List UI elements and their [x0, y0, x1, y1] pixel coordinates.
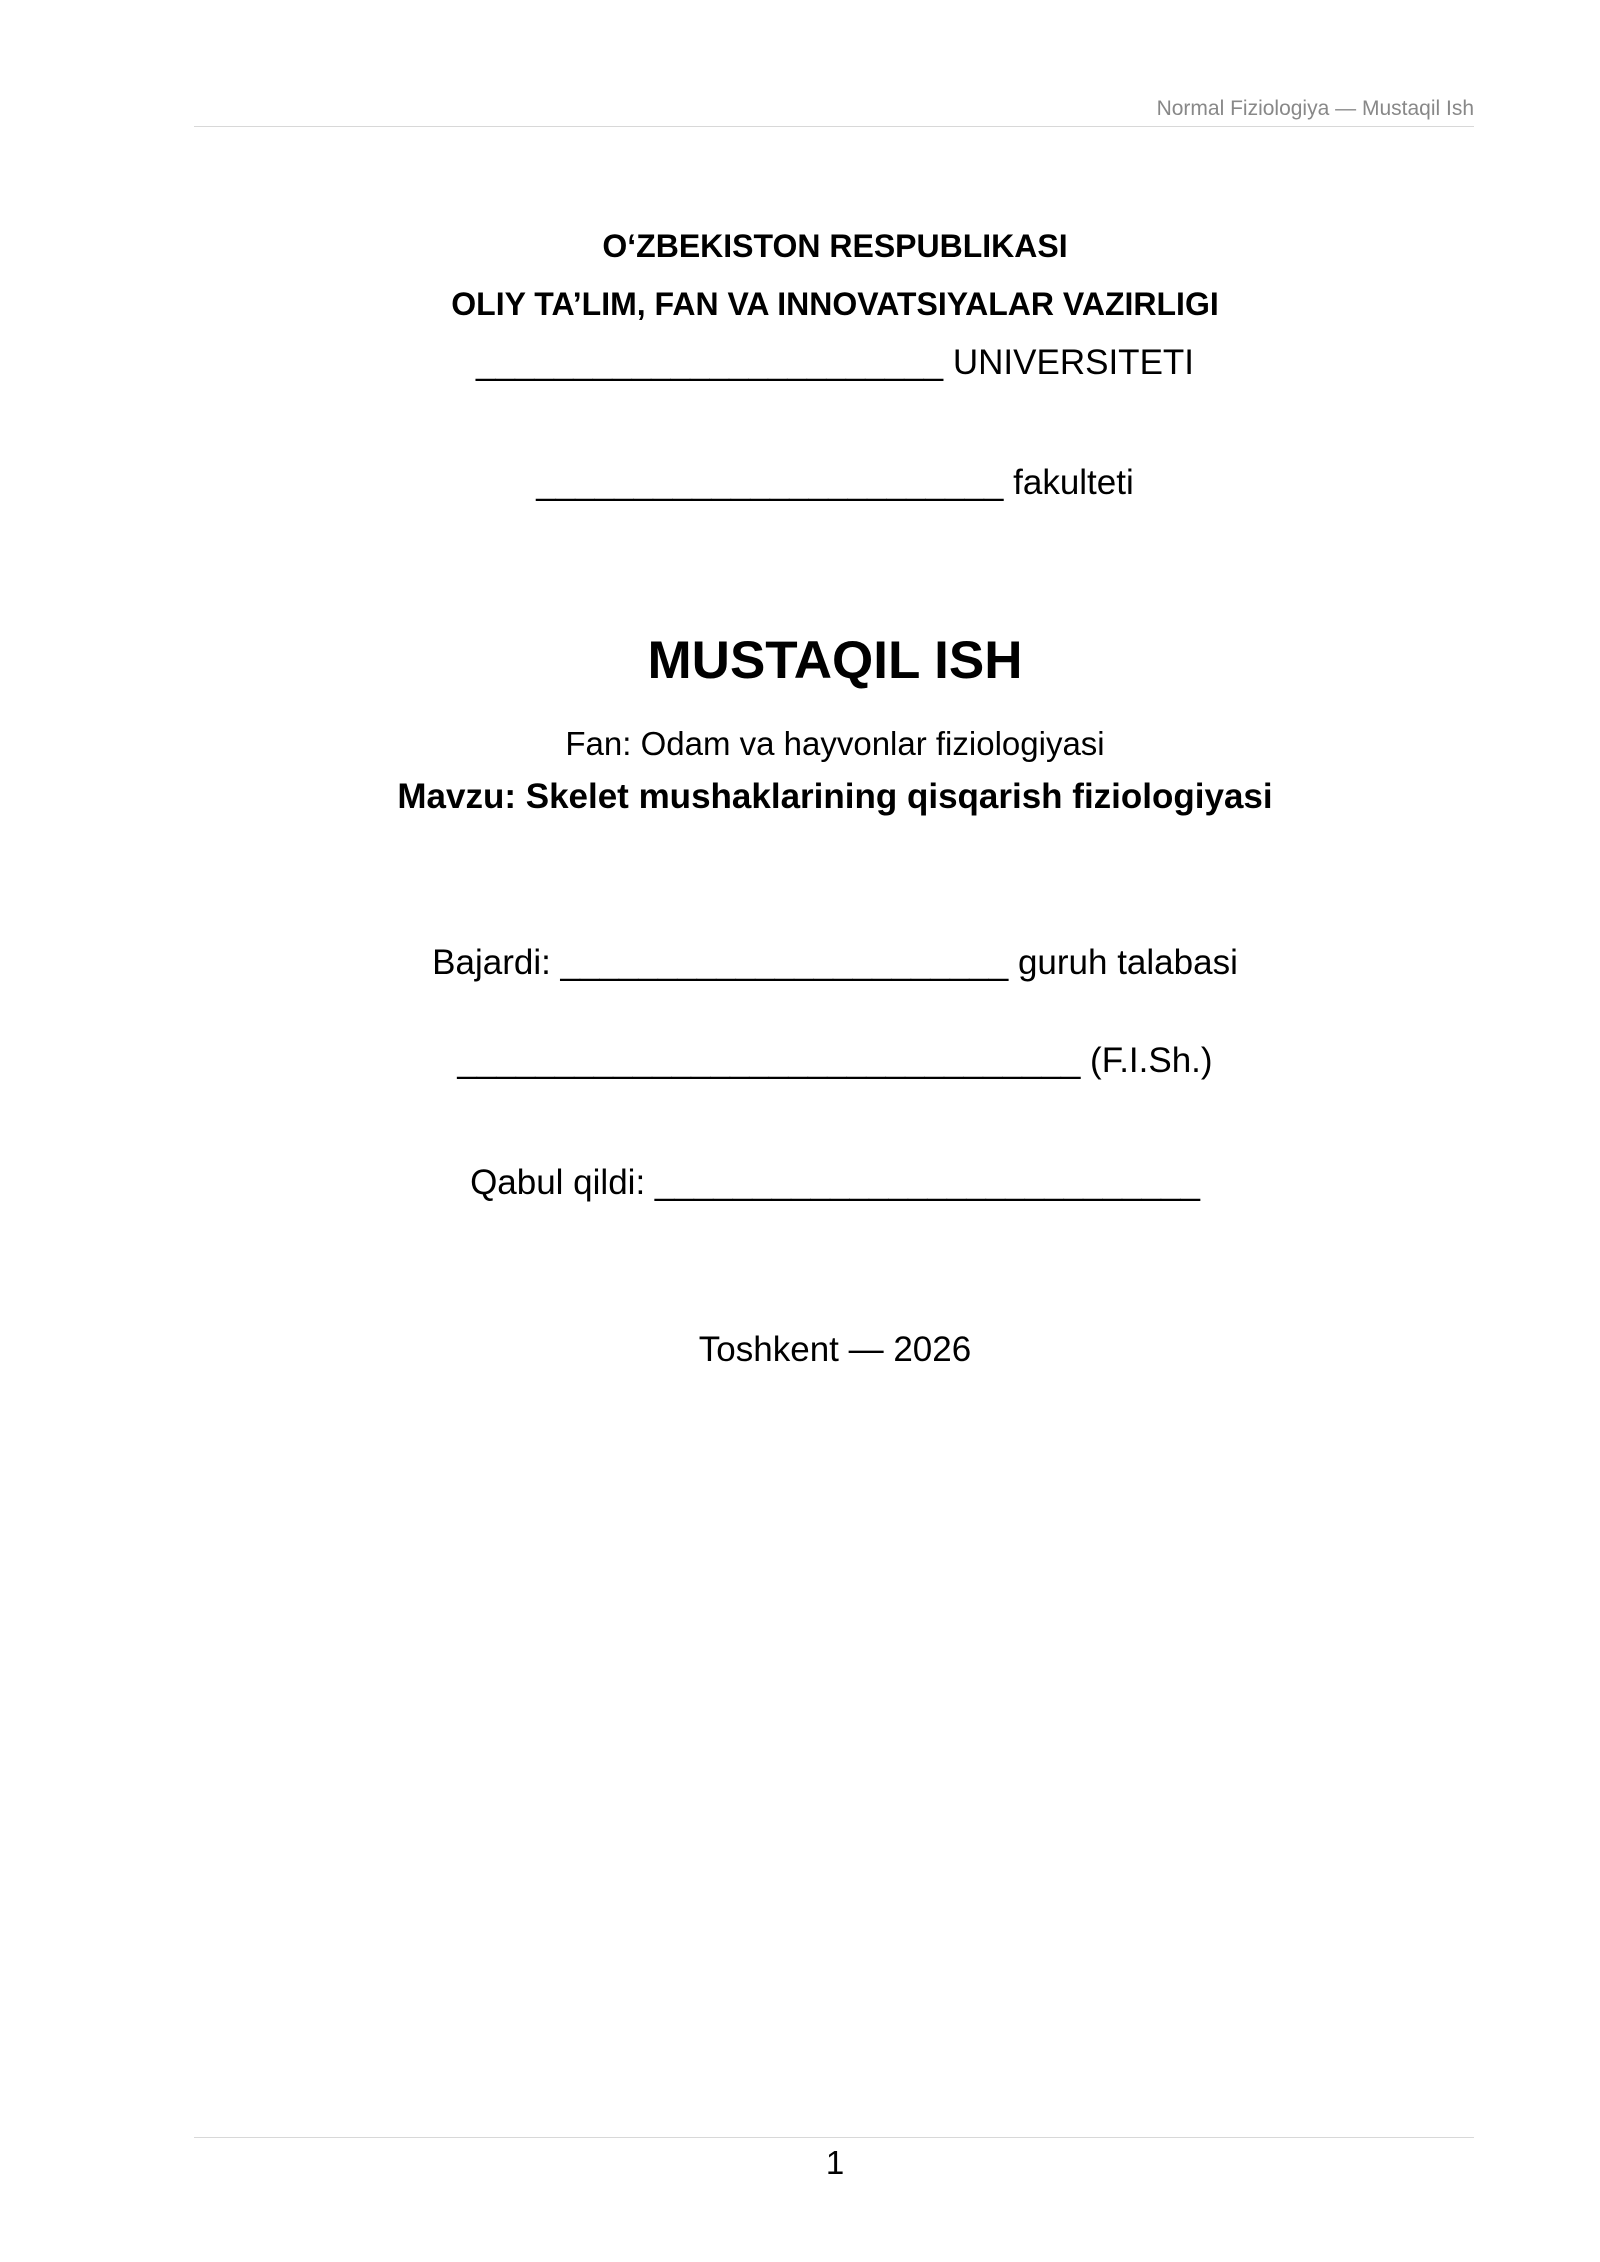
ministry-heading: OLIY TA’LIM, FAN VA INNOVATSIYALAR VAZIRLIGI: [451, 286, 1219, 322]
subject-line: Fan: Odam va hayvonlar fiziologiyasi: [565, 725, 1105, 762]
student-name-line: ________________________________ (F.I.Sh.): [457, 1041, 1213, 1080]
accepted-by-line: Qabul qildi: ____________________________: [470, 1163, 1200, 1202]
topic-line: Mavzu: Skelet mushaklarining qisqarish fiziologiyasi: [397, 777, 1273, 816]
republic-heading: O‘ZBEKISTON RESPUBLIKASI: [602, 228, 1068, 264]
document-title: MUSTAQIL ISH: [647, 631, 1023, 690]
city-year: Toshkent — 2026: [698, 1330, 972, 1369]
footer-divider: [194, 2137, 1474, 2138]
header-divider: [194, 126, 1474, 127]
university-line: ________________________ UNIVERSITETI: [475, 343, 1195, 382]
running-header: Normal Fiziologiya — Mustaqil Ish: [1156, 97, 1474, 120]
page-number: 1: [825, 2144, 845, 2181]
faculty-line: ________________________ fakulteti: [536, 463, 1134, 502]
performer-line: Bajardi: _______________________ guruh talabasi: [432, 943, 1238, 982]
